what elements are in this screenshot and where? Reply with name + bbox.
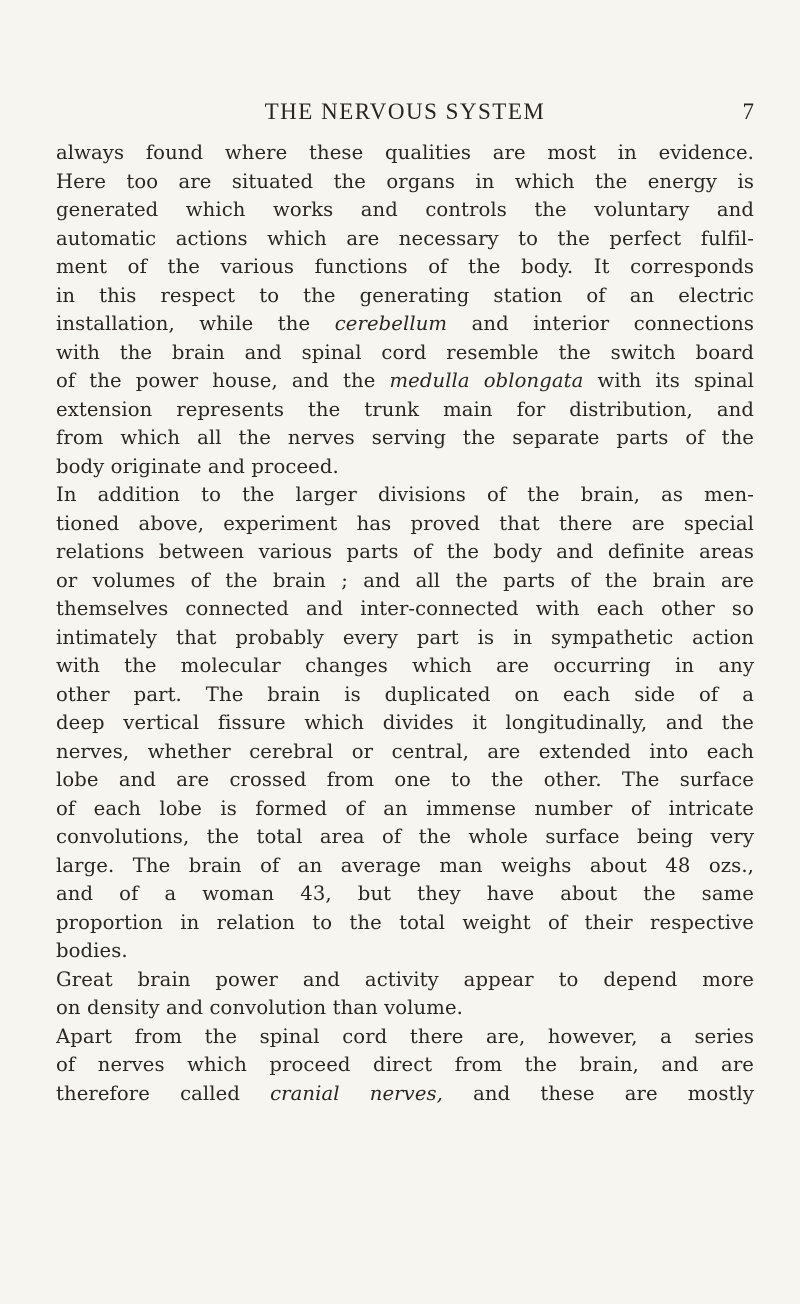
text-line bbox=[56, 880, 754, 909]
text-line bbox=[56, 396, 754, 425]
text-run: and of a woman 43, but they have about the same bbox=[56, 882, 754, 905]
text-run: intimately that probably every part is in sympathetic action bbox=[56, 625, 754, 649]
text-line bbox=[56, 937, 754, 966]
text-run: in this respect to the generating station of an electric bbox=[56, 283, 754, 307]
text-run: other part. The brain is duplicated on each side of a bbox=[56, 682, 754, 706]
italic-term: cranial nerves, bbox=[270, 1081, 443, 1105]
text-line bbox=[56, 282, 754, 311]
italic-term: cerebellum bbox=[334, 312, 448, 335]
text-run: extension represents the trunk main for distribution, and bbox=[56, 397, 754, 421]
text-line bbox=[56, 1051, 754, 1080]
text-run: large. The brain of an average man weighs about 48 ozs., bbox=[56, 853, 754, 877]
text-line bbox=[56, 367, 754, 396]
text-run: with the molecular changes which are occurring in any bbox=[56, 654, 754, 677]
text-line bbox=[56, 652, 754, 681]
text-line bbox=[56, 168, 754, 197]
text-run: of the power house, and the bbox=[56, 369, 390, 392]
text-line bbox=[56, 709, 754, 738]
text-run: body originate and proceed. bbox=[56, 454, 339, 478]
text-run: Here too are situated the organs in which the energy is bbox=[56, 169, 754, 193]
text-line bbox=[56, 766, 754, 795]
text-run: therefore called bbox=[56, 1081, 271, 1105]
text-run: themselves connected and inter-connected with each other so bbox=[56, 597, 754, 620]
text-run: of each lobe is formed of an immense number of intricate bbox=[56, 796, 754, 820]
text-run: or volumes of the brain ; and all the parts of the brain are bbox=[56, 568, 754, 592]
text-line bbox=[56, 738, 754, 767]
text-line bbox=[56, 795, 754, 824]
text-line bbox=[56, 481, 754, 510]
text-line bbox=[56, 994, 754, 1023]
text-run: tioned above, experiment has proved that there are special bbox=[56, 511, 754, 535]
text-run: with the brain and spinal cord resemble the switch board bbox=[56, 340, 754, 364]
text-run: and these are mostly bbox=[443, 1081, 754, 1105]
text-line bbox=[56, 595, 754, 624]
text-line bbox=[56, 567, 754, 596]
text-run: bodies. bbox=[56, 939, 128, 962]
text-line bbox=[56, 681, 754, 710]
text-run: nerves, whether cerebral or central, are extended into each bbox=[56, 739, 754, 763]
text-run: on density and convolution than volume. bbox=[56, 996, 463, 1019]
running-title: THE NERVOUS SYSTEM bbox=[264, 99, 546, 124]
text-run: relations between various parts of the body and definite areas bbox=[56, 540, 754, 563]
text-line bbox=[56, 538, 754, 567]
text-run: convolutions, the total area of the whole surface being very bbox=[56, 825, 754, 848]
text-run: with its spinal bbox=[583, 369, 754, 392]
text-run: Great brain power and activity appear to depend more bbox=[56, 967, 754, 991]
text-run: of nerves which proceed direct from the brain, and are bbox=[56, 1053, 754, 1076]
text-run: from which all the nerves serving the separate parts of the bbox=[56, 426, 754, 449]
text-run: installation, while the bbox=[56, 312, 335, 335]
text-line bbox=[56, 852, 754, 881]
text-run: deep vertical fissure which divides it longitudinally, and the bbox=[56, 711, 754, 734]
text-line bbox=[56, 1023, 754, 1052]
text-line bbox=[56, 225, 754, 254]
text-run: automatic actions which are necessary to the perfect fulfil- bbox=[56, 226, 754, 250]
text-run: generated which works and controls the voluntary and bbox=[56, 198, 754, 221]
text-line bbox=[56, 310, 754, 339]
text-line bbox=[56, 139, 754, 168]
text-line bbox=[56, 339, 754, 368]
text-run: always found where these qualities are most in evidence. bbox=[56, 141, 754, 164]
text-line bbox=[56, 510, 754, 539]
text-run: ment of the various functions of the body. It corresponds bbox=[56, 255, 754, 278]
text-line bbox=[56, 196, 754, 225]
text-run: and interior connections bbox=[447, 312, 754, 335]
text-line bbox=[56, 1080, 754, 1109]
text-run: In addition to the larger divisions of the brain, as men- bbox=[56, 483, 754, 506]
text-line bbox=[56, 624, 754, 653]
body-text bbox=[56, 139, 754, 1108]
text-line bbox=[56, 453, 754, 482]
text-run: Apart from the spinal cord there are, however, a series bbox=[56, 1024, 754, 1048]
text-line bbox=[56, 253, 754, 282]
page-number: 7 bbox=[742, 99, 754, 124]
text-line bbox=[56, 909, 754, 938]
text-line bbox=[56, 424, 754, 453]
italic-term: medulla oblongata bbox=[389, 369, 584, 392]
text-run: lobe and are crossed from one to the other. The surface bbox=[56, 768, 754, 791]
running-head bbox=[56, 96, 754, 128]
text-run: proportion in relation to the total weight of their respective bbox=[56, 910, 754, 934]
text-line bbox=[56, 823, 754, 852]
text-line bbox=[56, 966, 754, 995]
